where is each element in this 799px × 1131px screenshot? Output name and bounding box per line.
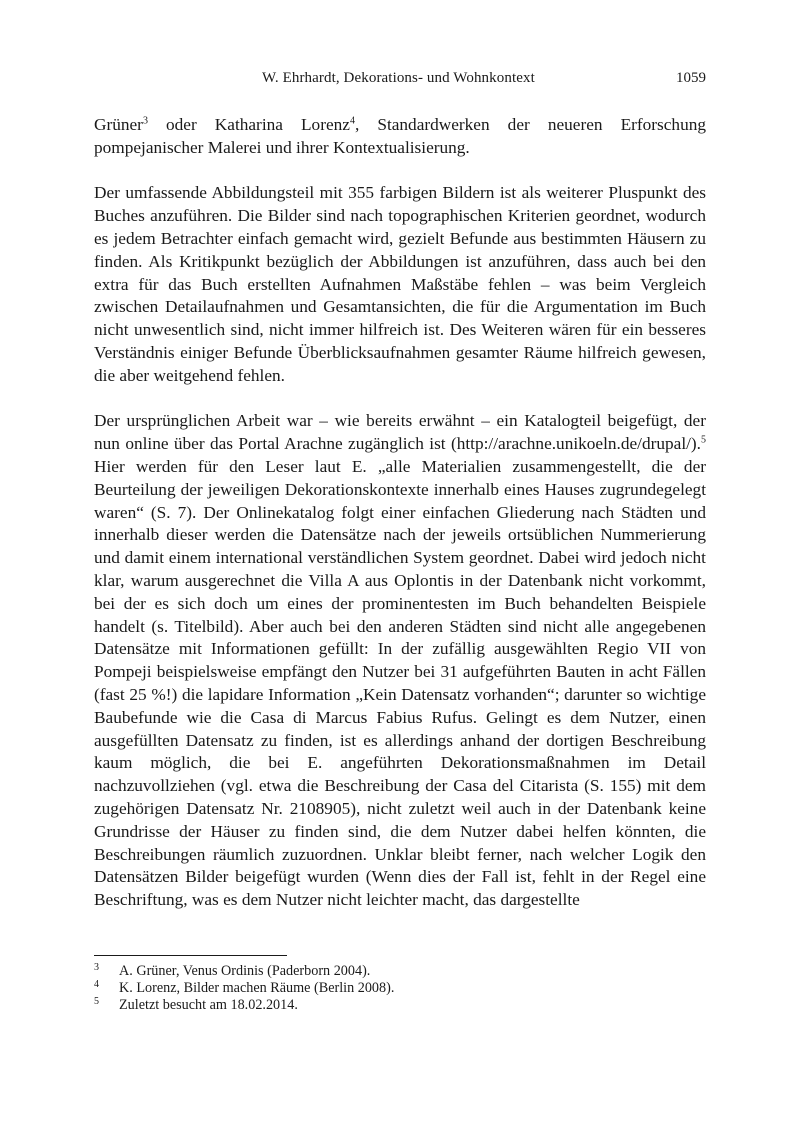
- footnote-text: Zuletzt besucht am 18.02.2014.: [119, 997, 298, 1013]
- page-number: 1059: [676, 70, 706, 86]
- footnote-ref-4: 4: [349, 115, 355, 127]
- paragraph-3: [94, 410, 706, 912]
- footnote-text: A. Grüner, Venus Ordinis (Paderborn 2004).: [119, 963, 371, 979]
- paragraph-1-text-b: oder Katharina Lorenz: [147, 115, 350, 134]
- footnote-5: [94, 997, 706, 1014]
- footnote-number: 3: [94, 962, 99, 973]
- paragraph-1-text-a: Grüner: [94, 115, 143, 134]
- paragraph-1-text-c: , Standardwerken der neueren Erforschung pompejanischer Malerei und ihrer Kontextualisierung.: [94, 115, 706, 157]
- footnote-number: 4: [94, 979, 99, 990]
- paragraph-3-text-b: Hier werden für den Leser laut E. „alle Materialien zusammengestellt, die der Beurteilung der jeweiligen Dekorationskontexte innerhalb eines Hauses zugrundegelegt waren“ (S. 7). Der Onlinekatalog folgt einer einfachen Gliederung nach Städten und innerhalb dieser werden die Datensätze nach der jeweils ortsüblichen Nummerierung und damit einem international verständlichen System geordnet. Dabei wird jedoch nicht klar, warum ausgerechnet die Villa A aus Oplontis in der Datenbank nicht vorkommt, bei der es sich doch um eines der prominentesten im Buch behandelten Beispiele handelt (s. Titelbild). Aber auch bei den anderen Städten sind nicht alle angegebenen Datensätze mit Informationen gefüllt: In der zufällig ausgewählten Regio VII von Pompeji beispielsweise empfängt den Nutzer bei 31 aufgeführten Bauten in acht Fällen (fast 25 %!) die lapidare Information „Kein Datensatz vorhanden“; darunter so wichtige Baubefunde wie die Casa di Marcus Fabius Rufus. Gelingt es dem Nutzer, einen ausgefüllten Datensatz zu finden, ist es allerdings anhand der dortigen Beschreibung kaum möglich, die bei E. angeführten Dekorationsmaßnahmen im Detail nachzuvollziehen (vgl. etwa die Beschreibung der Casa del Citarista (S. 155) mit dem zugehörigen Datensatz Nr. 2108905), nicht zuletzt weil auch in der Datenbank keine Grundrisse der Häuser zu finden sind, die dem Nutzer dabei helfen könnten, die Beschreibungen räumlich zuzuordnen. Unklar bleibt ferner, nach welcher Logik den Datensätzen Bilder beigefügt wurden (Wenn dies der Fall ist, fehlt in der Regel eine Beschriftung, was es dem Nutzer nicht leichter macht, das dargestellte: [94, 456, 706, 910]
- footnote-4: [94, 980, 706, 997]
- footnote-ref-3: 3: [142, 115, 148, 127]
- running-header: [94, 70, 706, 92]
- footnote-separator: [94, 955, 287, 956]
- footnote-text: K. Lorenz, Bilder machen Räume (Berlin 2008).: [119, 980, 395, 996]
- footnotes: [94, 963, 706, 1014]
- paragraph-3-text-a: Der ursprünglichen Arbeit war – wie bereits erwähnt – ein Katalogteil beigefügt, der nun online über das Portal Arachne zugänglich ist (http://arachne.unikoeln.de/drupal/).: [94, 411, 706, 454]
- paragraph-1: [94, 114, 706, 160]
- footnote-ref-5: 5: [701, 434, 706, 446]
- paragraph-2: Der umfassende Abbildungsteil mit 355 farbigen Bildern ist als weiterer Pluspunkt des Buches anzuführen. Die Bilder sind nach topographischen Kriterien geordnet, wodurch es jedem Betrachter einfach gemacht wird, gezielt Befunde aus bestimmten Häusern zu finden. Als Kritikpunkt bezüglich der Abbildungen ist anzuführen, dass auch bei den extra für das Buch erstellten Aufnahmen Maßstäbe fehlen – was beim Vergleich zwischen Detailaufnahmen und Gesamtansichten, die für die Argumentation im Buch nicht unwesentlich sind, nicht immer hilfreich ist. Des Weiteren wären für ein besseres Verständnis einiger Befunde Überblicksaufnahmen gesamter Räume hilfreich gewesen, die aber weitgehend fehlen.: [94, 183, 706, 385]
- footnote-number: 5: [94, 996, 99, 1007]
- footnote-3: [94, 963, 706, 980]
- running-title: W. Ehrhardt, Dekorations- und Wohnkontext: [262, 70, 535, 86]
- body-text: [94, 114, 706, 935]
